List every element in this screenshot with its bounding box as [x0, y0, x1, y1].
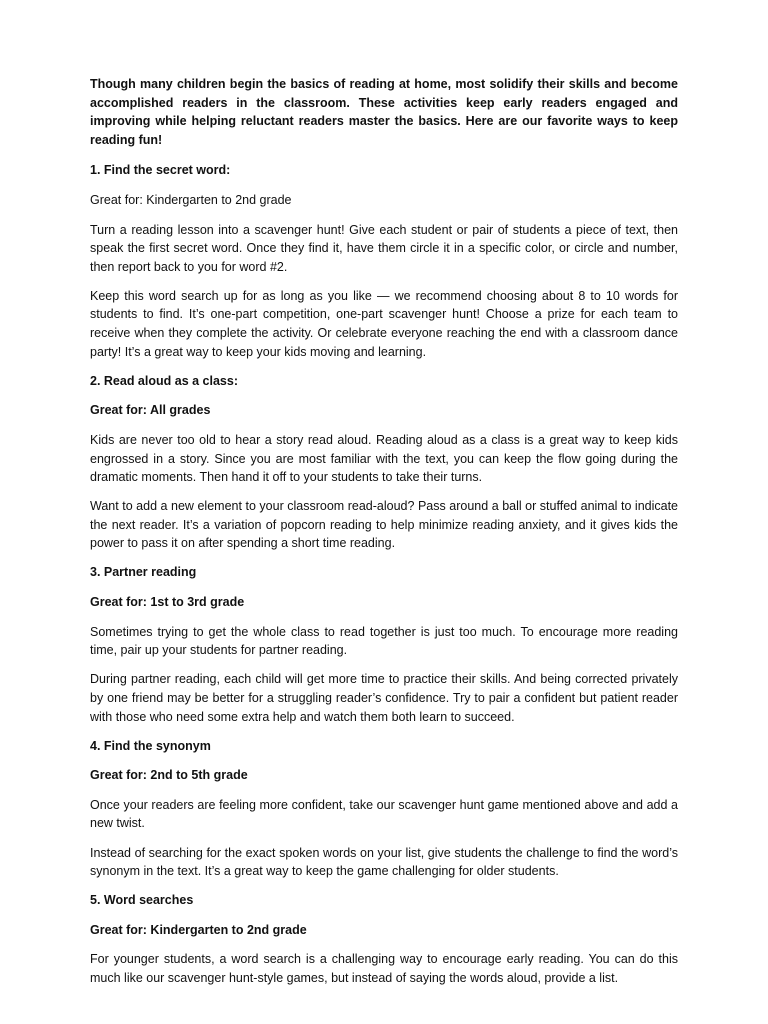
body-paragraph: Keep this word search up for as long as you like — we recommend choosing about 8 to 10 words for students to find. It’s one-part competition, one-part scavenger hunt! Choose a prize for each team to receive when they complete the activity. Or celebrate everyone reaching the end with a classroom dance party! It’s a great way to keep your kids moving and learning.	[90, 288, 678, 359]
body-paragraph: During partner reading, each child will get more time to practice their skills. And being corrected privately by one friend may be better for a struggling reader’s confidence. Try to pair a confident but patient reader with those who need some extra help and watch them both learn to succeed.	[90, 672, 678, 724]
body-paragraph: Want to add a new element to your classroom read-aloud? Pass around a ball or stuffed animal to indicate the next reader. It’s a variation of popcorn reading to help minimize reading anxiety, and it gives kids the power to pass it on after spending a short time reading.	[90, 499, 678, 551]
body-paragraph: For younger students, a word search is a challenging way to encourage early reading. You can do this much like our scavenger hunt-style games, but instead of saying the words aloud, provide a list.	[90, 952, 678, 985]
grade-range: Great for: 1st to 3rd grade	[90, 595, 245, 610]
document-page	[90, 75, 678, 998]
grade-range: Great for: Kindergarten to 2nd grade	[90, 922, 307, 937]
intro-paragraph: Though many children begin the basics of reading at home, most solidify their skills and become accomplished readers in the classroom. These activities keep early readers engaged and improving while helping reluctant readers master the basics. Here are our favorite ways to keep reading fun!	[90, 77, 678, 147]
body-paragraph: Turn a reading lesson into a scavenger hunt! Give each student or pair of students a piece of text, then speak the first secret word. Once they find it, have them circle it in a specific color, or circle and number, then report back to you for word #2.	[90, 222, 678, 274]
grade-range: Great for: All grades	[90, 403, 211, 418]
section-heading: 3. Partner reading	[90, 565, 197, 580]
body-paragraph: Instead of searching for the exact spoken words on your list, give students the challenge to find the word’s synonym in the text. It’s a great way to keep the game challenging for older students.	[90, 845, 678, 879]
body-paragraph: Kids are never too old to hear a story read aloud. Reading aloud as a class is a great way to keep kids engrossed in a story. Since you are most familiar with the text, you can keep the flow going during the dramatic moments. Then hand it off to your students to take their turns.	[90, 432, 678, 485]
grade-range: Great for: 2nd to 5th grade	[90, 768, 248, 783]
body-paragraph: Sometimes trying to get the whole class to read together is just too much. To encourage more reading time, pair up your students for partner reading.	[90, 624, 678, 658]
section-heading: 5. Word searches	[90, 893, 194, 908]
grade-range: Great for: Kindergarten to 2nd grade	[90, 192, 292, 207]
body-paragraph: Once your readers are feeling more confident, take our scavenger hunt game mentioned above and add a new twist.	[90, 797, 678, 831]
section-heading: 1. Find the secret word:	[90, 163, 231, 178]
section-heading: 4. Find the synonym	[90, 738, 211, 753]
section-heading: 2. Read aloud as a class:	[90, 373, 238, 388]
